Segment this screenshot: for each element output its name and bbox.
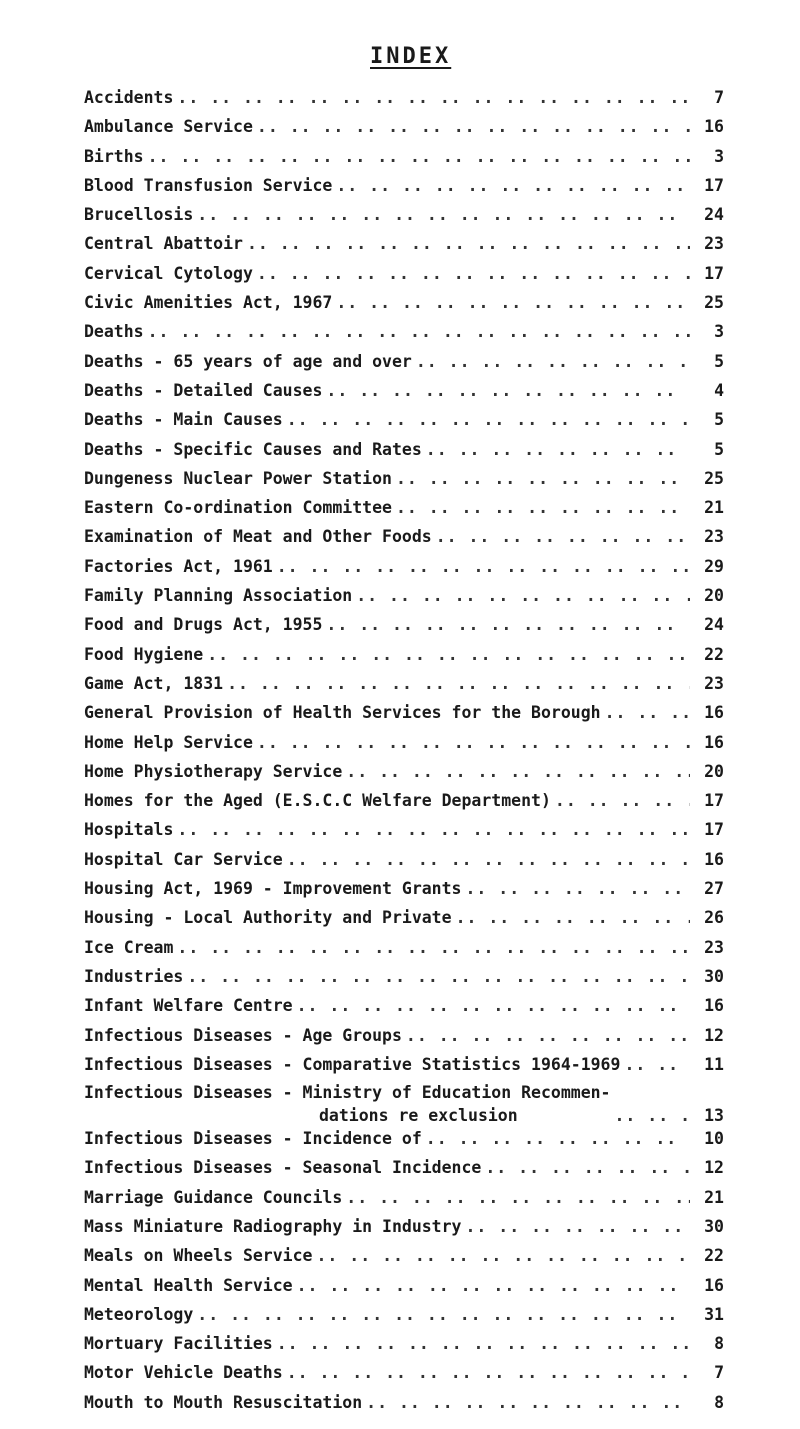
dot-leader bbox=[277, 1332, 690, 1355]
index-entry-page: 7 bbox=[714, 88, 724, 107]
index-entry-label: Housing - Local Authority and Private bbox=[84, 908, 452, 928]
index-entry bbox=[84, 1127, 724, 1156]
index-entry-page: 31 bbox=[704, 1304, 724, 1324]
index-entry bbox=[84, 1244, 724, 1273]
dot-leader bbox=[356, 584, 690, 607]
dot-leader bbox=[287, 848, 690, 871]
index-entry-label: Brucellosis bbox=[84, 205, 194, 225]
index-entry-label: Motor Vehicle Deaths bbox=[84, 1363, 283, 1383]
index-entry bbox=[84, 936, 724, 965]
index-entry-page: 27 bbox=[704, 879, 724, 899]
dot-leader bbox=[416, 350, 690, 373]
index-entry bbox=[84, 1361, 724, 1390]
index-entry-label: Infectious Diseases - Ministry of Education Recommen- bbox=[84, 1083, 611, 1103]
dot-leader bbox=[326, 379, 690, 402]
index-entry-page: 16 bbox=[704, 849, 724, 869]
dot-leader bbox=[605, 701, 690, 724]
index-entry-label: Deaths - Main Causes bbox=[84, 410, 283, 430]
index-entry-page: 17 bbox=[704, 820, 724, 840]
index-entry bbox=[84, 1391, 724, 1420]
index-entry bbox=[84, 1024, 724, 1053]
dot-leader bbox=[257, 115, 690, 138]
dot-leader bbox=[366, 1391, 690, 1414]
index-entry-label: Mental Health Service bbox=[84, 1275, 293, 1295]
index-entry-page: 16 bbox=[704, 996, 724, 1016]
dot-leader bbox=[197, 203, 690, 226]
index-entry bbox=[84, 467, 724, 496]
dot-leader bbox=[406, 1024, 690, 1047]
index-entry bbox=[84, 906, 724, 935]
index-entry-label: Deaths - Specific Causes and Rates bbox=[84, 439, 422, 459]
index-entry bbox=[84, 994, 724, 1023]
index-entry bbox=[84, 789, 724, 818]
index-entry-page: 25 bbox=[704, 293, 724, 313]
index-entry-page: 5 bbox=[714, 439, 724, 459]
dot-leader bbox=[346, 760, 690, 783]
dot-leader bbox=[187, 965, 690, 988]
index-entry-page: 23 bbox=[704, 527, 724, 547]
index-entry-label: Marriage Guidance Councils bbox=[84, 1187, 343, 1207]
index-entry-page: 23 bbox=[704, 234, 724, 254]
index-entry-page: 23 bbox=[704, 937, 724, 957]
index-entry bbox=[84, 262, 724, 291]
index-entry bbox=[84, 672, 724, 701]
index-entry bbox=[84, 86, 724, 115]
index-entry-label: Hospital Car Service bbox=[84, 849, 283, 869]
dot-leader bbox=[197, 1303, 690, 1326]
index-entry bbox=[84, 848, 724, 877]
index-entry-page: 22 bbox=[704, 644, 724, 664]
index-entry-page: 22 bbox=[704, 1246, 724, 1266]
index-entry bbox=[84, 1215, 724, 1244]
index-entry-label: General Provision of Health Services for the Borough bbox=[84, 703, 601, 723]
index-list bbox=[84, 86, 724, 1420]
index-entry-label: Cervical Cytology bbox=[84, 263, 253, 283]
index-entry-page: 17 bbox=[704, 175, 724, 195]
index-entry-page: 21 bbox=[704, 1187, 724, 1207]
index-entry-page: 11 bbox=[704, 1054, 724, 1074]
dot-leader bbox=[316, 1244, 690, 1267]
index-entry-page: 12 bbox=[704, 1158, 724, 1178]
index-entry-label: Infant Welfare Centre bbox=[84, 996, 293, 1016]
index-entry bbox=[84, 760, 724, 789]
index-entry bbox=[84, 1303, 724, 1332]
index-entry-label: Home Help Service bbox=[84, 732, 253, 752]
index-entry-page: 12 bbox=[704, 1025, 724, 1045]
index-entry-label-group bbox=[84, 1081, 611, 1127]
dot-leader bbox=[257, 731, 690, 754]
index-entry-page: 3 bbox=[714, 146, 724, 166]
index-entry-label: Infectious Diseases - Age Groups bbox=[84, 1025, 402, 1045]
index-entry-label: Game Act, 1831 bbox=[84, 673, 224, 693]
index-entry-label: Factories Act, 1961 bbox=[84, 556, 273, 576]
index-entry-label: Examination of Meat and Other Foods bbox=[84, 527, 432, 547]
index-entry-page: 8 bbox=[714, 1334, 724, 1354]
dot-leader bbox=[624, 1053, 690, 1076]
index-entry-page: 17 bbox=[704, 791, 724, 811]
index-entry-label: Infectious Diseases - Seasonal Incidence bbox=[84, 1158, 482, 1178]
index-entry-page: 30 bbox=[704, 1216, 724, 1236]
dot-leader bbox=[326, 613, 690, 636]
index-entry-label: Food Hygiene bbox=[84, 644, 204, 664]
dot-leader bbox=[396, 496, 690, 519]
index-entry bbox=[84, 379, 724, 408]
dot-leader bbox=[257, 262, 690, 285]
index-entry-label: Accidents bbox=[84, 88, 174, 107]
index-entry-label: Deaths bbox=[84, 322, 144, 342]
index-entry-label: Infectious Diseases - Incidence of bbox=[84, 1129, 422, 1149]
dot-leader bbox=[227, 672, 690, 695]
index-entry-page: 10 bbox=[704, 1129, 724, 1149]
index-entry-label: Births bbox=[84, 146, 144, 166]
index-entry-label: Civic Amenities Act, 1967 bbox=[84, 293, 333, 313]
index-entry-label: Food and Drugs Act, 1955 bbox=[84, 615, 323, 635]
index-entry-label: Ambulance Service bbox=[84, 117, 253, 137]
dot-leader bbox=[436, 525, 690, 548]
index-entry-label: Deaths - Detailed Causes bbox=[84, 380, 323, 400]
index-entry-page: 16 bbox=[704, 1275, 724, 1295]
dot-leader bbox=[336, 291, 690, 314]
dot-leader bbox=[297, 994, 690, 1017]
index-entry-label: Mass Miniature Radiography in Industry bbox=[84, 1216, 462, 1236]
index-entry-label: Meteorology bbox=[84, 1304, 194, 1324]
index-entry-page: 23 bbox=[704, 673, 724, 693]
index-entry bbox=[84, 496, 724, 525]
index-entry-page: 16 bbox=[704, 732, 724, 752]
dot-leader bbox=[615, 1104, 691, 1127]
index-entry bbox=[84, 701, 724, 730]
index-entry-label: Blood Transfusion Service bbox=[84, 175, 333, 195]
index-entry bbox=[84, 1082, 724, 1127]
index-entry-page: 26 bbox=[704, 908, 724, 928]
index-entry-page: 5 bbox=[714, 351, 724, 371]
dot-leader bbox=[207, 643, 690, 666]
dot-leader bbox=[485, 1156, 690, 1179]
dot-leader bbox=[456, 906, 690, 929]
index-entry bbox=[84, 1156, 724, 1185]
index-entry bbox=[84, 145, 724, 174]
index-entry-page: 24 bbox=[704, 205, 724, 225]
index-entry bbox=[84, 877, 724, 906]
index-entry-label: Meals on Wheels Service bbox=[84, 1246, 313, 1266]
dot-leader bbox=[466, 877, 691, 900]
index-entry bbox=[84, 525, 724, 554]
index-entry-page: 17 bbox=[704, 263, 724, 283]
index-entry-label: Housing Act, 1969 - Improvement Grants bbox=[84, 879, 462, 899]
index-entry bbox=[84, 584, 724, 613]
dot-leader bbox=[426, 1127, 690, 1150]
index-entry bbox=[84, 731, 724, 760]
index-entry-page: 24 bbox=[704, 615, 724, 635]
dot-leader bbox=[297, 1274, 690, 1297]
index-entry bbox=[84, 1332, 724, 1361]
index-entry-page: 20 bbox=[704, 586, 724, 606]
index-entry-page: 29 bbox=[704, 556, 724, 576]
index-entry-label: Homes for the Aged (E.S.C.C Welfare Department) bbox=[84, 791, 551, 811]
index-entry-page: 25 bbox=[704, 468, 724, 488]
index-entry-page: 13 bbox=[704, 1106, 724, 1126]
index-entry-label: Hospitals bbox=[84, 820, 174, 840]
index-entry-page: 4 bbox=[714, 380, 724, 400]
index-entry bbox=[84, 818, 724, 847]
index-entry-page: 21 bbox=[704, 498, 724, 518]
dot-leader bbox=[396, 467, 690, 490]
index-entry-label: Family Planning Association bbox=[84, 586, 353, 606]
index-entry-label: Eastern Co-ordination Committee bbox=[84, 498, 392, 518]
index-entry bbox=[84, 1274, 724, 1303]
index-entry bbox=[84, 320, 724, 349]
index-entry-label: Infectious Diseases - Comparative Statistics 1964-1969 bbox=[84, 1054, 621, 1074]
index-entry-label-continued: dations re exclusion bbox=[319, 1106, 518, 1126]
index-entry-page: 5 bbox=[714, 410, 724, 430]
index-entry bbox=[84, 115, 724, 144]
index-entry-label: Deaths - 65 years of age and over bbox=[84, 351, 412, 371]
index-entry-label: Dungeness Nuclear Power Station bbox=[84, 468, 392, 488]
index-entry-label: Ice Cream bbox=[84, 937, 174, 957]
dot-leader bbox=[336, 174, 690, 197]
index-entry-label: Home Physiotherapy Service bbox=[84, 761, 343, 781]
index-entry-label: Central Abattoir bbox=[84, 234, 243, 254]
index-entry bbox=[84, 643, 724, 672]
index-entry-label: Mouth to Mouth Resuscitation bbox=[84, 1392, 363, 1412]
dot-leader bbox=[177, 936, 690, 959]
index-entry bbox=[84, 555, 724, 584]
dot-leader bbox=[346, 1186, 690, 1209]
index-entry bbox=[84, 965, 724, 994]
index-entry bbox=[84, 232, 724, 261]
index-entry-label: Industries bbox=[84, 966, 184, 986]
dot-leader bbox=[287, 408, 690, 431]
dot-leader bbox=[247, 232, 690, 255]
index-entry-page: 16 bbox=[704, 703, 724, 723]
index-entry-page: 3 bbox=[714, 322, 724, 342]
index-entry-label: Mortuary Facilities bbox=[84, 1334, 273, 1354]
index-entry-page: 8 bbox=[714, 1392, 724, 1412]
index-entry bbox=[84, 174, 724, 203]
index-entry bbox=[84, 1053, 724, 1082]
index-entry-page: 20 bbox=[704, 761, 724, 781]
dot-leader bbox=[426, 438, 690, 461]
index-entry bbox=[84, 408, 724, 437]
dot-leader bbox=[555, 789, 690, 812]
dot-leader bbox=[148, 320, 690, 343]
index-entry bbox=[84, 203, 724, 232]
index-entry-page: 7 bbox=[714, 1363, 724, 1383]
index-entry bbox=[84, 1186, 724, 1215]
index-entry-page: 30 bbox=[704, 966, 724, 986]
index-entry-page: 16 bbox=[704, 117, 724, 137]
index-entry bbox=[84, 350, 724, 379]
index-entry bbox=[84, 438, 724, 467]
page-title: INDEX bbox=[370, 44, 452, 69]
index-entry bbox=[84, 613, 724, 642]
dot-leader bbox=[148, 145, 690, 168]
dot-leader bbox=[177, 818, 690, 841]
dot-leader bbox=[277, 555, 690, 578]
dot-leader bbox=[466, 1215, 691, 1238]
dot-leader bbox=[287, 1361, 690, 1384]
dot-leader bbox=[177, 86, 690, 109]
index-entry bbox=[84, 291, 724, 320]
